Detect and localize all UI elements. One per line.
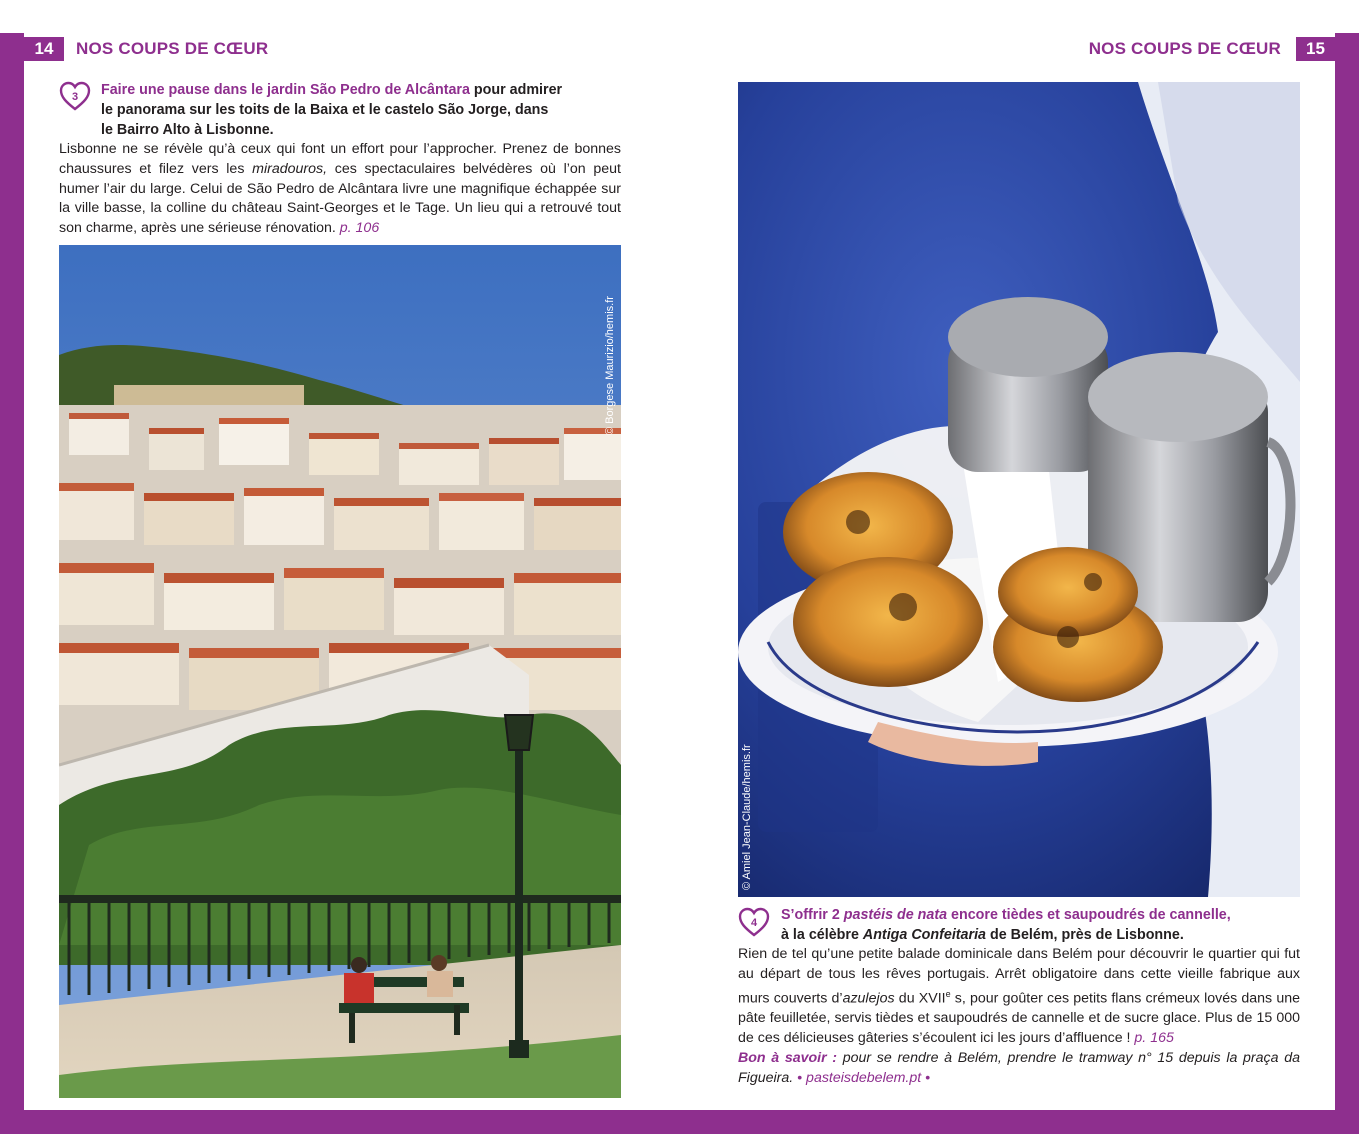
right-photo-credit: © Amiel Jean-Claude/hemis.fr [741, 744, 753, 890]
lisbon-panorama-photo [59, 245, 621, 1098]
right-page-border [1335, 33, 1359, 1134]
item-4-lead-b1: à la célèbre [781, 927, 863, 943]
item-4-body [738, 945, 1300, 1088]
item-3-page-ref[interactable]: p. 106 [339, 220, 380, 237]
item-3-body-part1: Lisbonne ne se révèle qu’à ceux qui font un effort pour l’approcher. Prenez de bonnes chaussures et filez vers les [59, 141, 621, 177]
heart-number-icon-4 [737, 906, 771, 938]
heart-number-icon-3 [58, 80, 92, 112]
left-photo-credit: © Borgese Maurizio/hemis.fr [604, 296, 616, 435]
page-number-right: 15 [1296, 37, 1335, 61]
item-4-lead-h3: encore tièdes et saupoudrés de cannelle, [947, 907, 1231, 923]
bottom-border [0, 1110, 1359, 1134]
item-3-lead-line2: le panorama sur les toits de la Baixa et le castelo São Jorge, dans [101, 102, 549, 118]
item-4-body-part1: Rien de tel qu’une petite balade dominicale dans Belém pour découvrir le quartier qui fut au départ de tous les rêves portugais. Arrêt obligatoire dans cette vieille fabrique aux murs couverts d’ [738, 946, 1300, 1007]
heart-number-3: 3 [71, 91, 79, 103]
item-4-lead-b3: de Belém, près de Lisbonne. [986, 927, 1184, 943]
item-4-tip-label: Bon à savoir : [738, 1049, 838, 1066]
item-4-body-sup: e [945, 988, 951, 999]
page-top-margin [0, 0, 1359, 33]
item-3-body-part2: ces spectaculaires belvédères où l’on peut humer l’air du large. Celui de São Pedro de Alcântara livre une magnifique échappée sur la ville basse, la colline du château Saint-Georges et le Tage. Un lieu qui a retrouvé tout son charme, après une sérieuse rénovation. [59, 160, 621, 237]
item-3-lead-highlight: Faire une pause dans le jardin São Pedro de Alcântara [101, 82, 470, 98]
item-4-tip-link[interactable]: • pasteisdebelem.pt • [797, 1069, 931, 1086]
item-4-lead-h2: pastéis de nata [843, 907, 948, 923]
page-number-left: 14 [24, 37, 64, 61]
item-4-lead-b2: Antiga Confeitaria [862, 927, 986, 943]
item-4-body-italic: azulejos [842, 990, 895, 1007]
item-3-lead-rest: pour admirer [469, 82, 563, 98]
pasteis-de-nata-photo [738, 82, 1300, 897]
running-head-left: NOS COUPS DE CŒUR [76, 39, 269, 58]
left-page-border [0, 33, 24, 1134]
item-3-lead [101, 80, 621, 140]
item-4-body-part2: du XVII [894, 990, 946, 1007]
item-4-lead [781, 905, 1301, 945]
running-head-right: NOS COUPS DE CŒUR [1088, 39, 1281, 58]
item-4-body-part3: s, pour goûter ces petits flans crémeux lovés dans une pâte feuilletée, servis tièdes et saupoudrés de cannelle et de sucre glace. Plus de 15 000 de ces délicieuses gâteries s’écoulent ici les jours d’affluence ! [738, 990, 1301, 1046]
item-3-body [59, 140, 621, 239]
item-4-lead-h1: S’offrir 2 [781, 907, 844, 923]
heart-number-4: 4 [750, 917, 758, 929]
item-3-body-italic: miradouros, [252, 160, 328, 177]
item-4-tip-text: pour se rendre à Belém, prendre le tramway n° 15 depuis la praça da Figueira. [738, 1049, 1300, 1086]
item-4-page-ref[interactable]: p. 165 [1134, 1029, 1174, 1046]
item-3-lead-line3: le Bairro Alto à Lisbonne. [101, 122, 274, 138]
